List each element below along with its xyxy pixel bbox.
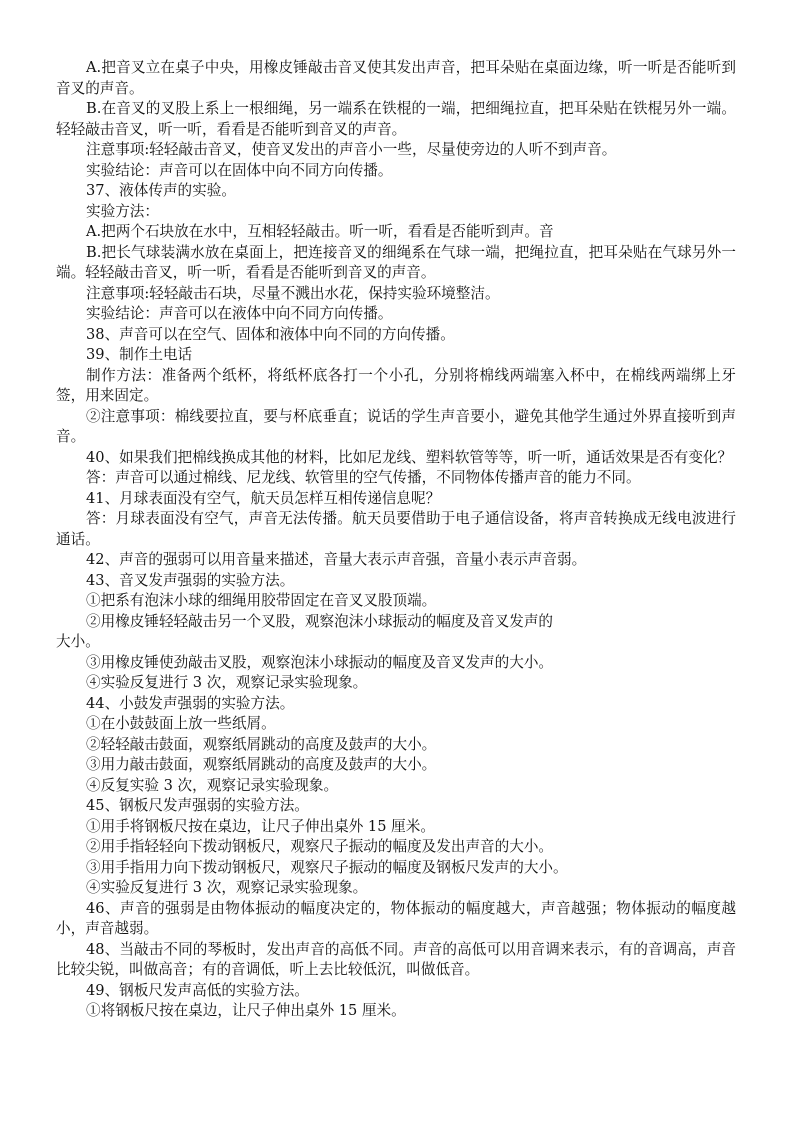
section-heading: 40、如果我们把棉线换成其他的材料，比如尼龙线、塑料软管等等，听一听，通话效果是否有变化？	[86, 448, 733, 466]
section-heading: 41、月球表面没有空气，航天员怎样互相传递信息呢？	[86, 489, 441, 507]
paragraph: 注意事项:轻轻敲击石块，尽量不溅出水花，保持实验环境整洁。	[86, 284, 500, 302]
paragraph: ④实验反复进行 3 次，观察记录实验现象。	[86, 674, 368, 691]
document-body	[56, 58, 736, 1022]
paragraph: 答：月球表面没有空气，声音无法传播。航天员要借助于电子通信设备，将声音转换成无线电波进行通话。	[56, 510, 736, 548]
section-heading: 42、声音的强弱可以用音量来描述，音量大表示声音强，音量小表示声音弱。	[86, 551, 587, 568]
paragraph: ②用手指轻轻向下拨动钢板尺，观察尺子振动的幅度及发出声音的大小。	[86, 838, 554, 855]
paragraph: ④反复实验 3 次，观察记录实验现象。	[86, 776, 339, 794]
section-heading: 45、钢板尺发声强弱的实验方法。	[86, 797, 309, 814]
paragraph: ④实验反复进行 3 次，观察记录实验现象。	[86, 879, 368, 896]
paragraph: 制作方法：准备两个纸杯，将纸杯底各打一个小孔，分别将棉线两端塞入杯中，在棉线两端绑上牙签，用来固定。	[56, 366, 736, 404]
paragraph: ①在小鼓鼓面上放一些纸屑。	[86, 715, 276, 732]
paragraph: ②用橡皮锤轻轻敲击另一个叉股，观察泡沫小球振动的幅度及音叉发声的	[86, 612, 554, 630]
section-heading: 39、制作土电话	[86, 346, 193, 363]
paragraph: ①把系有泡沫小球的细绳用胶带固定在音叉叉股顶端。	[86, 592, 437, 609]
paragraph: ③用手指用力向下拨动钢板尺，观察尺子振动的幅度及钢板尺发声的大小。	[86, 858, 568, 876]
paragraph: B.把长气球装满水放在桌面上，把连接音叉的细绳系在气球一端，把绳拉直，把耳朵贴在气球另外一端。轻轻敲击音叉，听一听，看看是否能听到音叉的声音。	[56, 243, 736, 281]
paragraph: ②注意事项：棉线要拉直，要与杯底垂直；说话的学生声音要小，避免其他学生通过外界直接听到声音。	[56, 407, 736, 445]
paragraph: 实验方法：	[86, 202, 159, 220]
section-heading: 37、液体传声的实验。	[86, 182, 236, 199]
paragraph: 答：声音可以通过棉线、尼龙线、软管里的空气传播，不同物体传播声音的能力不同。	[86, 469, 641, 486]
paragraph: ③用橡皮锤使劲敲击叉股，观察泡沫小球振动的幅度及音叉发声的大小。	[86, 653, 554, 671]
paragraph: B.在音叉的叉股上系上一根细绳，另一端系在铁棍的一端，把细绳拉直，把耳朵贴在铁棍另外一端。轻轻敲击音叉，听一听，看看是否能听到音叉的声音。	[56, 100, 736, 138]
paragraph: ①用手将钢板尺按在桌边，让尺子伸出桌外 15 厘米。	[86, 817, 435, 835]
paragraph: A.把两个石块放在水中，互相轻轻敲击。听一听，看看是否能听到声。音	[86, 223, 554, 240]
paragraph: ②轻轻敲击鼓面，观察纸屑跳动的高度及鼓声的大小。	[86, 735, 437, 753]
paragraph: 大小。	[56, 633, 100, 650]
section-heading: 49、钢板尺发声高低的实验方法。	[86, 981, 309, 999]
section-heading: 44、小鼓发声强弱的实验方法。	[86, 694, 295, 712]
section-heading: 48、当敲击不同的琴板时，发出声音的高低不同。声音的高低可以用音调来表示，有的音调高，声音比较尖锐，叫做高音；有的音调低，听上去比较低沉，叫做低音。	[56, 940, 736, 978]
section-heading: 43、音叉发声强弱的实验方法。	[86, 571, 295, 589]
paragraph: 实验结论：声音可以在固体中向不同方向传播。	[86, 161, 393, 179]
paragraph: ①将钢板尺按在桌边，让尺子伸出桌外 15 厘米。	[86, 1002, 406, 1019]
section-heading: 38、声音可以在空气、固体和液体中向不同的方向传播。	[86, 325, 455, 343]
paragraph: 注意事项:轻轻敲击音叉，使音叉发出的声音小一些，尽量使旁边的人听不到声音。	[86, 141, 617, 158]
paragraph: 实验结论：声音可以在液体中向不同方向传播。	[86, 305, 393, 322]
paragraph: A.把音叉立在桌子中央，用橡皮锤敲击音叉使其发出声音，把耳朵贴在桌面边缘，听一听是否能听到音叉的声音。	[56, 59, 736, 97]
paragraph: ③用力敲击鼓面，观察纸屑跳动的高度及鼓声的大小。	[86, 756, 437, 773]
section-heading: 46、声音的强弱是由物体振动的幅度决定的，物体振动的幅度越大，声音越强；物体振动的幅度越小，声音越弱。	[56, 899, 736, 937]
